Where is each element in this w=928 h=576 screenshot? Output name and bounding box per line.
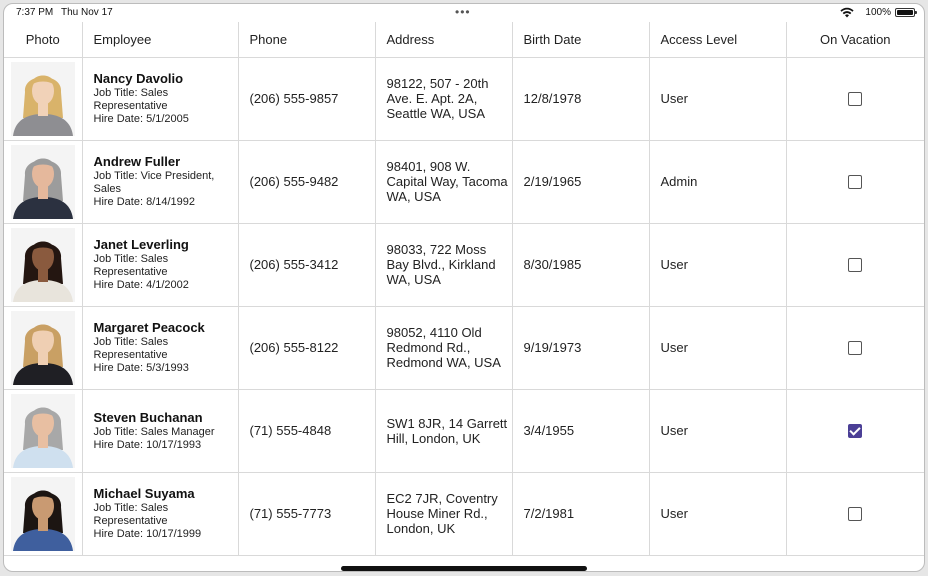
address-cell: EC2 7JR, Coventry House Miner Rd., London, UK xyxy=(375,472,512,555)
employee-hire-date: Hire Date: 8/14/1992 xyxy=(93,196,196,208)
battery-icon xyxy=(895,8,915,17)
employee-hire-date: Hire Date: 5/1/2005 xyxy=(93,113,189,125)
birth-date-cell: 12/8/1978 xyxy=(512,57,649,140)
status-bar xyxy=(4,4,924,22)
access-level-cell: User xyxy=(649,389,786,472)
access-level-cell: User xyxy=(649,223,786,306)
phone-cell: (206) 555-9482 xyxy=(238,140,375,223)
home-indicator[interactable] xyxy=(341,566,587,571)
screen xyxy=(3,3,925,572)
phone-cell: (206) 555-9857 xyxy=(238,57,375,140)
header-row xyxy=(4,22,924,57)
table-row[interactable] xyxy=(4,472,924,555)
column-header-employee[interactable]: Employee xyxy=(82,22,238,57)
employee-name: Michael Suyama xyxy=(93,486,195,501)
employee-hire-date: Hire Date: 5/3/1993 xyxy=(93,362,189,374)
column-header-on-vacation[interactable]: On Vacation xyxy=(786,22,924,57)
employee-job-title: Job Title: Vice President, Sales xyxy=(93,170,215,195)
photo-cell xyxy=(4,140,82,223)
phone-cell: (71) 555-7773 xyxy=(238,472,375,555)
on-vacation-checkbox[interactable] xyxy=(848,424,862,438)
employee-cell xyxy=(82,223,238,306)
photo-cell xyxy=(4,389,82,472)
column-header-photo[interactable]: Photo xyxy=(4,22,82,57)
on-vacation-cell xyxy=(786,472,924,555)
employee-photo xyxy=(11,311,75,385)
employee-photo xyxy=(11,145,75,219)
photo-cell xyxy=(4,472,82,555)
address-cell: 98122, 507 - 20th Ave. E. Apt. 2A, Seattle WA, USA xyxy=(375,57,512,140)
table-row[interactable] xyxy=(4,140,924,223)
employee-cell xyxy=(82,140,238,223)
on-vacation-checkbox[interactable] xyxy=(848,175,862,189)
employee-job-title: Job Title: Sales Representative xyxy=(93,336,169,361)
birth-date-cell: 9/19/1973 xyxy=(512,306,649,389)
battery-percentage: 100% xyxy=(865,7,891,18)
birth-date-cell: 2/19/1965 xyxy=(512,140,649,223)
access-level-cell: User xyxy=(649,57,786,140)
on-vacation-cell xyxy=(786,389,924,472)
multitasking-dots-icon[interactable]: ••• xyxy=(455,5,471,19)
table-row[interactable] xyxy=(4,57,924,140)
employee-hire-date: Hire Date: 10/17/1993 xyxy=(93,438,202,451)
address-cell: 98033, 722 Moss Bay Blvd., Kirkland WA, USA xyxy=(375,223,512,306)
employee-cell xyxy=(82,57,238,140)
employee-cell xyxy=(82,389,238,472)
employee-photo xyxy=(11,394,75,468)
employee-photo xyxy=(11,228,75,302)
status-time: 7:37 PM xyxy=(16,7,54,18)
employee-hire-date: Hire Date: 10/17/1999 xyxy=(93,528,202,540)
employee-hire-date: Hire Date: 4/1/2002 xyxy=(93,279,189,291)
access-level-cell: Admin xyxy=(649,140,786,223)
on-vacation-checkbox[interactable] xyxy=(848,92,862,106)
photo-cell xyxy=(4,57,82,140)
access-level-cell: User xyxy=(649,306,786,389)
employee-cell xyxy=(82,472,238,555)
employee-job-title: Job Title: Sales Representative xyxy=(93,253,169,278)
phone-cell: (206) 555-8122 xyxy=(238,306,375,389)
birth-date-cell: 8/30/1985 xyxy=(512,223,649,306)
birth-date-cell: 7/2/1981 xyxy=(512,472,649,555)
column-header-phone[interactable]: Phone xyxy=(238,22,375,57)
employee-name: Andrew Fuller xyxy=(93,154,181,169)
employee-name: Margaret Peacock xyxy=(93,320,205,335)
employee-name: Steven Buchanan xyxy=(93,409,203,425)
address-cell: 98052, 4110 Old Redmond Rd., Redmond WA, USA xyxy=(375,306,512,389)
employee-data-grid xyxy=(4,22,924,556)
column-header-birth-date[interactable]: Birth Date xyxy=(512,22,649,57)
on-vacation-cell xyxy=(786,140,924,223)
employee-cell xyxy=(82,306,238,389)
employee-job-title: Job Title: Sales Manager xyxy=(93,425,215,438)
address-cell: SW1 8JR, 14 Garrett Hill, London, UK xyxy=(375,389,512,472)
phone-cell: (71) 555-4848 xyxy=(238,389,375,472)
on-vacation-cell xyxy=(786,223,924,306)
access-level-cell: User xyxy=(649,472,786,555)
table-row[interactable] xyxy=(4,389,924,472)
photo-cell xyxy=(4,223,82,306)
table-row[interactable] xyxy=(4,223,924,306)
on-vacation-cell xyxy=(786,306,924,389)
column-header-access-level[interactable]: Access Level xyxy=(649,22,786,57)
employee-photo xyxy=(11,62,75,136)
employee-name: Janet Leverling xyxy=(93,237,189,252)
column-header-address[interactable]: Address xyxy=(375,22,512,57)
birth-date-cell: 3/4/1955 xyxy=(512,389,649,472)
on-vacation-cell xyxy=(786,57,924,140)
phone-cell: (206) 555-3412 xyxy=(238,223,375,306)
address-cell: 98401, 908 W. Capital Way, Tacoma WA, USA xyxy=(375,140,512,223)
on-vacation-checkbox[interactable] xyxy=(848,341,862,355)
table-row[interactable] xyxy=(4,306,924,389)
employee-name: Nancy Davolio xyxy=(93,71,184,86)
photo-cell xyxy=(4,306,82,389)
employee-job-title: Job Title: Sales Representative xyxy=(93,502,169,527)
on-vacation-checkbox[interactable] xyxy=(848,258,862,272)
on-vacation-checkbox[interactable] xyxy=(848,507,862,521)
status-date: Thu Nov 17 xyxy=(61,7,113,18)
wifi-icon xyxy=(840,7,854,18)
employee-photo xyxy=(11,477,75,551)
employee-job-title: Job Title: Sales Representative xyxy=(93,87,169,112)
